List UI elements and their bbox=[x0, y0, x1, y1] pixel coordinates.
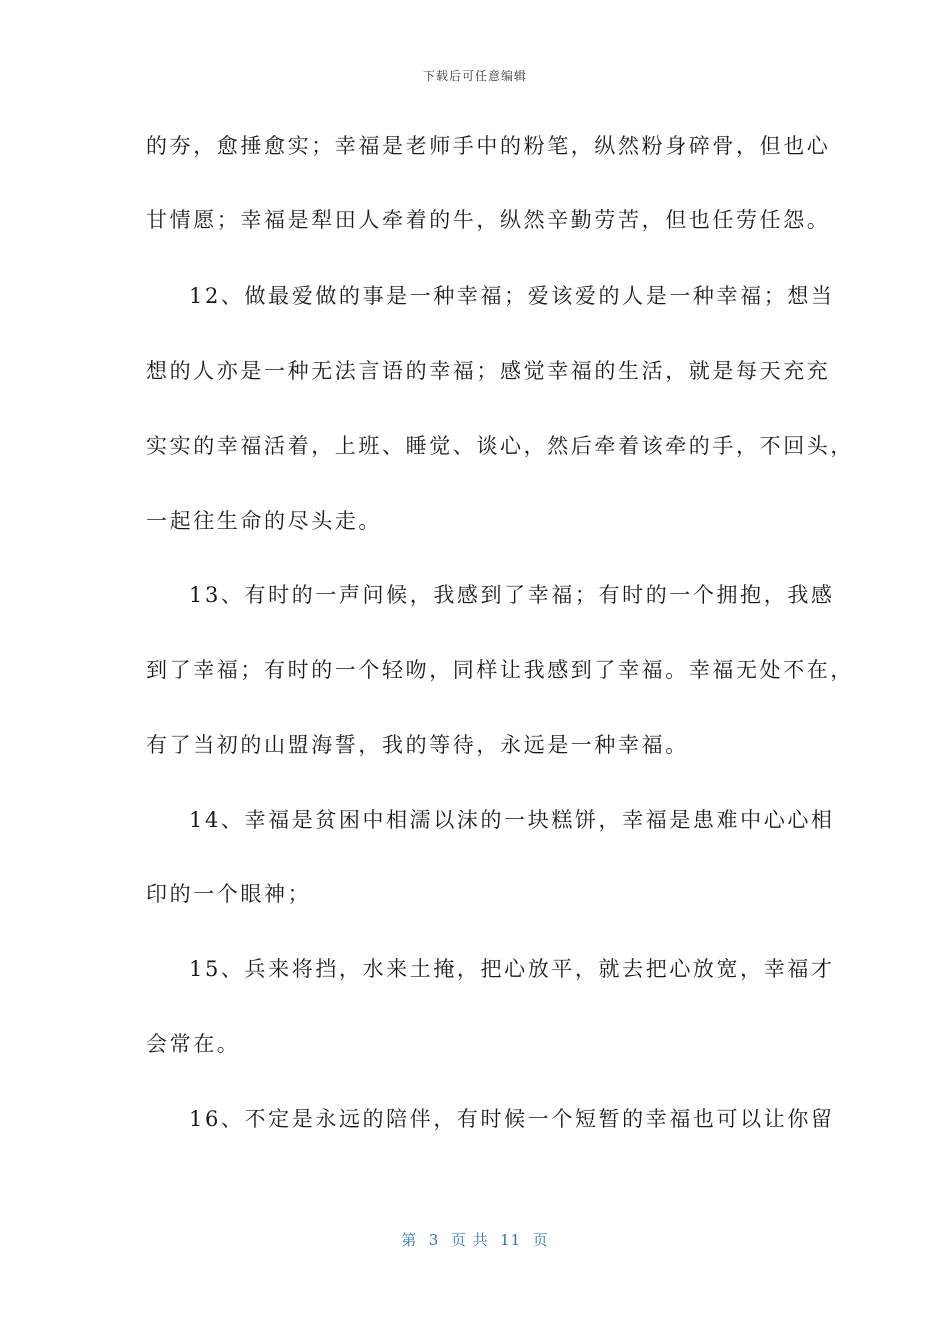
text-line: 印的一个眼神； bbox=[146, 882, 312, 906]
text-line: 的夯，愈捶愈实；幸福是老师手中的粉笔，纵然粉身碎骨，但也心 bbox=[146, 134, 831, 158]
header-note: 下载后可任意编辑 bbox=[422, 69, 527, 83]
paragraph-14-start: 14、幸福是贫困中相濡以沫的一块糕饼，幸福是患难中心心相 bbox=[189, 808, 835, 832]
paragraph-12-start: 12、做最爱做的事是一种幸福；爱该爱的人是一种幸福；想当 bbox=[189, 284, 835, 308]
text-line: 会常在。 bbox=[146, 1032, 241, 1056]
paragraph-13-start: 13、有时的一声问候，我感到了幸福；有时的一个拥抱，我感 bbox=[189, 583, 835, 607]
text-line: 到了幸福；有时的一个轻吻，同样让我感到了幸福。幸福无处不在， bbox=[146, 658, 854, 682]
paragraph-15-start: 15、兵来将挡，水来土掩，把心放平，就去把心放宽，幸福才 bbox=[189, 957, 835, 981]
text-line: 有了当初的山盟海誓，我的等待，永远是一种幸福。 bbox=[146, 733, 689, 757]
paragraph-16-start: 16、不定是永远的陪伴，有时候一个短暂的幸福也可以让你留 bbox=[189, 1107, 835, 1131]
page-number-footer: 第 3 页 共 11 页 bbox=[401, 1231, 549, 1249]
text-line: 实实的幸福活着，上班、睡觉、谈心，然后牵着该牵的手，不回头， bbox=[146, 434, 854, 458]
text-line: 想的人亦是一种无法言语的幸福；感觉幸福的生活，就是每天充充 bbox=[146, 359, 831, 383]
text-line: 一起往生命的尽头走。 bbox=[146, 509, 382, 533]
text-line: 甘情愿；幸福是犁田人牵着的牛，纵然辛勤劳苦，但也任劳任怨。 bbox=[146, 208, 831, 232]
